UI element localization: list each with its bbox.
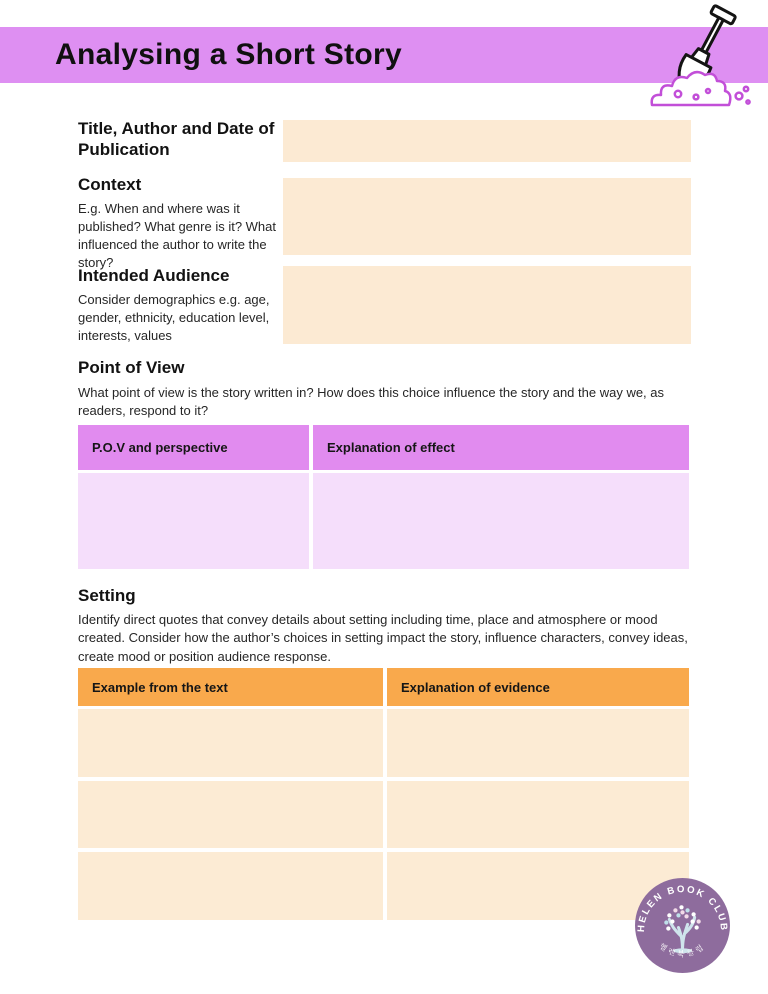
section-title-author bbox=[78, 119, 278, 160]
title-author-answer-box[interactable] bbox=[283, 120, 691, 162]
section-context bbox=[78, 175, 278, 271]
helen-book-club-badge bbox=[634, 877, 731, 974]
page-title: Analysing a Short Story bbox=[55, 38, 402, 71]
pov-table-cell-pov[interactable] bbox=[78, 473, 309, 569]
badge-bottom-text: 헬렌북클럽 bbox=[657, 941, 708, 959]
setting-table-row3-example[interactable] bbox=[78, 852, 383, 920]
setting-table-row1-example[interactable] bbox=[78, 709, 383, 777]
pov-table-header-effect: Explanation of effect bbox=[313, 425, 689, 470]
audience-description: Consider demographics e.g. age, gender, ethnicity, education level, interests, values bbox=[78, 291, 270, 343]
setting-table-row2-explanation[interactable] bbox=[387, 781, 689, 848]
setting-table-header-explanation: Explanation of evidence bbox=[387, 668, 689, 706]
setting-table-header-example: Example from the text bbox=[78, 668, 383, 706]
context-answer-box[interactable] bbox=[283, 178, 691, 255]
setting-table-row2-example[interactable] bbox=[78, 781, 383, 848]
title-author-heading: Title, Author and Date of Publication bbox=[78, 119, 275, 159]
pov-table-cell-effect[interactable] bbox=[313, 473, 689, 569]
section-audience bbox=[78, 266, 278, 345]
setting-table-row1-explanation[interactable] bbox=[387, 709, 689, 777]
badge-arc-text: HELEN BOOK CLUB bbox=[635, 884, 730, 933]
setting-heading: Setting bbox=[78, 586, 136, 605]
audience-heading: Intended Audience bbox=[78, 266, 230, 285]
context-heading: Context bbox=[78, 175, 142, 194]
pov-description: What point of view is the story written in? How does this choice influence the story and the way we, as readers, respond to it? bbox=[78, 385, 665, 419]
audience-answer-box[interactable] bbox=[283, 266, 691, 344]
setting-description: Identify direct quotes that convey details about setting including time, place and atmosphere or mood created. Consider how the author’s choices in setting impact the story, influence characters, convey ideas, create mood or position audience response. bbox=[78, 612, 688, 664]
dirt-mound-icon bbox=[652, 72, 750, 105]
shovel-icon bbox=[648, 4, 760, 112]
context-description: E.g. When and where was it published? What genre is it? What influenced the author to write the story? bbox=[78, 200, 276, 270]
pov-table-header-pov: P.O.V and perspective bbox=[78, 425, 309, 470]
pov-heading: Point of View bbox=[78, 358, 185, 377]
